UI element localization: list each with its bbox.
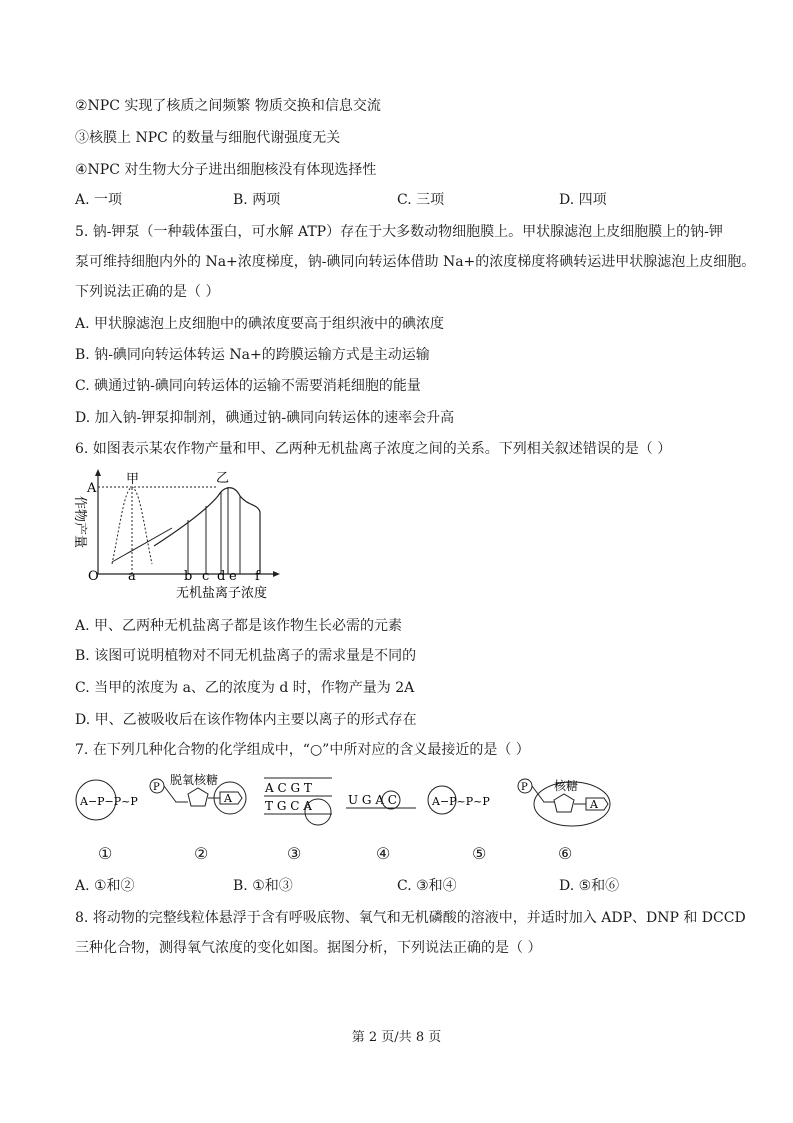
compound-fig-4 (346, 786, 420, 822)
compound-fig-5 (422, 778, 522, 822)
q8-stem-line2: 三种化合物，测得氧气浓度的变化如图。据图分析，下列说法正确的是（ ） (75, 940, 542, 956)
fig2-sugar: 脱氧核糖 (170, 773, 219, 787)
page-number: 第 2 页/共 8 页 (351, 1030, 442, 1045)
curve-label-yi: 乙 (216, 471, 230, 486)
x-axis-label: 无机盐离子浓度 (176, 586, 268, 601)
q6-option-b: B. 该图可说明植物对不同无机盐离子的需求量是不同的 (75, 648, 417, 664)
q6-stem: 6. 如图表示某农作物产量和甲、乙两种无机盐离子浓度之间的关系。下列相关叙述错误的是（ ） (75, 441, 672, 457)
x-tick-d: d (217, 569, 226, 584)
fig5-text: A−P~P~P (432, 795, 490, 808)
x-tick-e: e (229, 569, 237, 584)
compound-fig-2 (148, 770, 248, 828)
fig3-top-strand: A C G T (265, 781, 312, 795)
q4-option-b: B. 两项 (233, 192, 281, 208)
compound-fig-6 (516, 770, 626, 832)
fig-label-2: ② (194, 844, 209, 863)
yield-concentration-graph (68, 466, 288, 604)
q5-option-b: B. 钠-碘同向转运体转运 Na+的跨膜运输方式是主动运输 (75, 347, 430, 363)
q6-option-a: A. 甲、乙两种无机盐离子都是该作物生长必需的元素 (75, 618, 403, 634)
y-axis-label: 作物产量 (72, 496, 87, 549)
q4-option-d: D. 四项 (559, 192, 607, 208)
q6-option-d: D. 甲、乙被吸收后在该作物体内主要以离子的形式存在 (75, 712, 417, 728)
origin-label: O (88, 569, 99, 584)
fig6-base: A (590, 798, 598, 811)
fig2-base: A (224, 792, 232, 805)
q7-option-c: C. ③和④ (397, 878, 457, 894)
q7-option-b: B. ①和③ (233, 878, 293, 894)
q5-option-c: C. 碘通过钠-碘同向转运体的运输不需要消耗细胞的能量 (75, 378, 421, 394)
q5-stem-line3: 下列说法正确的是（ ） (75, 284, 220, 300)
q5-stem-line1: 5. 钠-钾泵（一种载体蛋白，可水解 ATP）存在于大多数动物细胞膜上。甲状腺滤泡上皮细胞膜上的钠-钾 (75, 224, 723, 240)
y-tick-a: A (87, 481, 97, 496)
x-tick-f: f (255, 569, 260, 584)
q5-option-a: A. 甲状腺滤泡上皮细胞中的碘浓度要高于组织液中的碘浓度 (75, 316, 445, 332)
fig2-phosphate: P (153, 782, 160, 793)
q5-stem-line2: 泵可维持细胞内外的 Na+浓度梯度，钠-碘同向转运体借助 Na+的浓度梯度将碘转运进甲状腺滤泡上皮细胞。 (75, 254, 756, 270)
x-tick-b: b (184, 569, 193, 584)
fig6-phosphate: P (521, 782, 528, 793)
fig-label-1: ① (98, 844, 113, 863)
fig3-bottom-strand: T G C A (265, 799, 312, 813)
x-tick-a: a (128, 569, 136, 584)
fig-label-5: ⑤ (472, 844, 487, 863)
q4-option-c: C. 三项 (397, 192, 445, 208)
q7-option-a: A. ①和② (75, 878, 135, 894)
compound-fig-1 (72, 778, 152, 822)
fig6-sugar: 核糖 (554, 779, 579, 793)
q7-stem: 7. 在下列几种化合物的化学组成中，“○”中所对应的含义最接近的是（ ） (75, 742, 530, 758)
q4-item-3: ③核膜上 NPC 的数量与细胞代谢强度无关 (75, 130, 341, 146)
x-tick-c: c (202, 569, 210, 584)
curve-label-jia: 甲 (126, 472, 140, 487)
q4-option-a: A. 一项 (75, 192, 123, 208)
q8-stem-line1: 8. 将动物的完整线粒体悬浮于含有呼吸底物、氧气和无机磷酸的溶液中，并适时加入 ADP、DNP 和 DCCD (75, 910, 746, 926)
fig-label-6: ⑥ (558, 844, 573, 863)
q6-option-c: C. 当甲的浓度为 a、乙的浓度为 d 时，作物产量为 2A (75, 680, 415, 696)
fig4-text: U G A C (348, 793, 397, 807)
q4-item-2: ②NPC 实现了核质之间频繁 物质交换和信息交流 (75, 98, 381, 114)
compound-fig-3 (262, 774, 340, 830)
fig-label-4: ④ (376, 844, 391, 863)
q5-option-d: D. 加入钠-钾泵抑制剂，碘通过钠-碘同向转运体的速率会升高 (75, 410, 455, 426)
fig-label-3: ③ (287, 844, 302, 863)
q4-item-4: ④NPC 对生物大分子进出细胞核没有体现选择性 (75, 162, 377, 178)
q7-option-d: D. ⑤和⑥ (559, 878, 620, 894)
fig1-text: A−P−P~P (80, 795, 138, 808)
